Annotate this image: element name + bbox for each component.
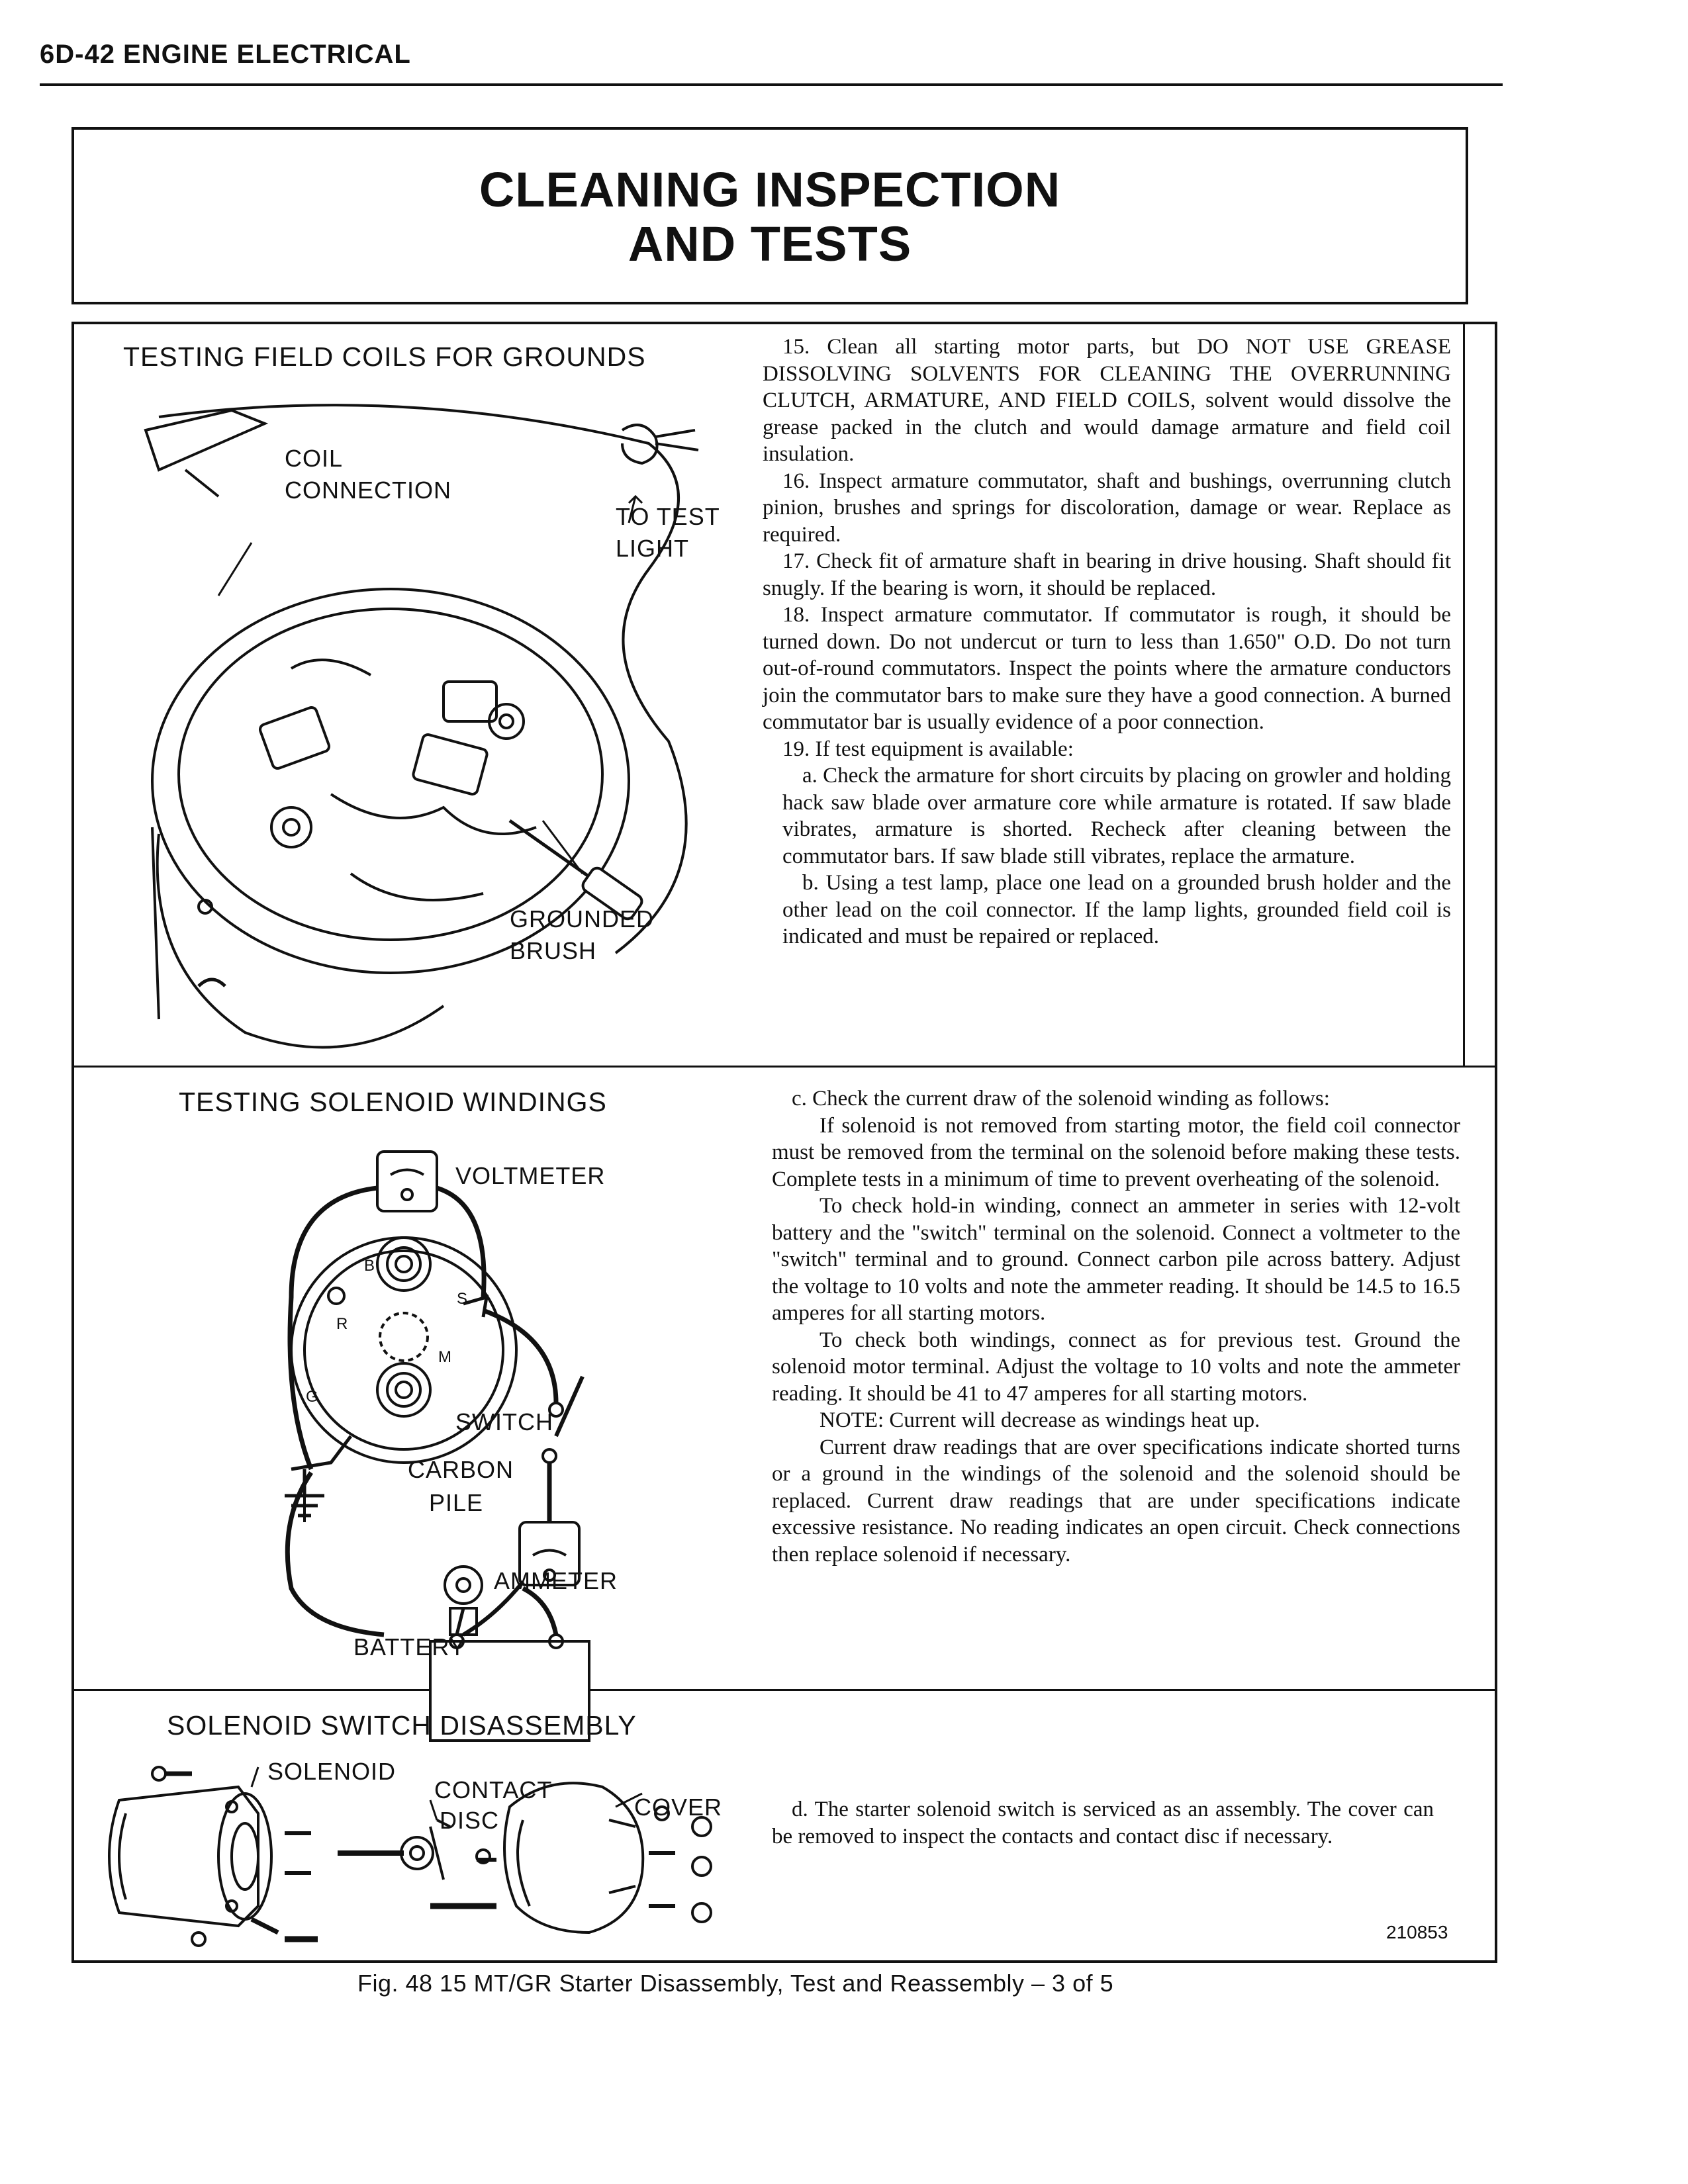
label-cover: COVER bbox=[634, 1794, 723, 1821]
disassembly-title: SOLENOID SWITCH DISASSEMBLY bbox=[167, 1710, 637, 1741]
figure-id: 210853 bbox=[1386, 1922, 1448, 1942]
solenoid-windings-title: TESTING SOLENOID WINDINGS bbox=[179, 1087, 607, 1117]
para-c4: NOTE: Current will decrease as windings heat up. bbox=[820, 1408, 1260, 1432]
terminal-b: B bbox=[364, 1257, 376, 1275]
para-16: 16. Inspect armature commutator, shaft and bushings, overrunning clutch pinion, brushes and springs for discoloration, damage or wear. Replace as required. bbox=[763, 469, 1451, 547]
para-d: d. The starter solenoid switch is serviced as an assembly. The cover can be removed to inspect the contacts and contact disc if necessary. bbox=[772, 1797, 1434, 1848]
label-disc: DISC bbox=[440, 1807, 500, 1834]
label-pile: PILE bbox=[429, 1489, 484, 1516]
para-c2: To check hold-in winding, connect an ammeter in series with 12-volt battery and the "switch" terminal on the solenoid. Connect a voltmeter to the "switch" terminal and to ground. Connect carbon pile across battery. Adjust the voltage to 10 volts and note the ammeter reading. It should be 14.5 to 16.5 amperes for all starting motors. bbox=[772, 1194, 1460, 1325]
page-title-line2: AND TESTS bbox=[628, 216, 912, 271]
label-solenoid: SOLENOID bbox=[267, 1758, 397, 1785]
label-coil: COIL bbox=[285, 445, 344, 472]
label-brush: BRUSH bbox=[510, 937, 597, 964]
label-connection: CONNECTION bbox=[285, 477, 451, 504]
terminal-m: M bbox=[438, 1348, 452, 1366]
label-battery: BATTERY bbox=[353, 1633, 466, 1661]
label-voltmeter: VOLTMETER bbox=[455, 1162, 606, 1189]
para-c5: Current draw readings that are over specifications indicate shorted turns or a ground in the windings of the solenoid and the solenoid should be replaced. Current draw readings that are under specifications indicate excessive resistance. No reading indicates an open circuit. Check connections then replace solenoid if necessary. bbox=[772, 1435, 1460, 1567]
para-19a: a. Check the armature for short circuits by placing on growler and holding hack saw blade over armature core while armature is rotated. If saw blade vibrates, armature is shorted. Recheck after cleaning between the commutator bars. If saw blade still vibrates, replace the armature. bbox=[782, 764, 1451, 868]
text-block-disassembly bbox=[772, 1796, 1434, 1850]
solenoid-disassembly-illustration bbox=[86, 1747, 748, 1952]
figure-caption: Fig. 48 15 MT/GR Starter Disassembly, Test and Reassembly – 3 of 5 bbox=[357, 1970, 1114, 1997]
label-switch: SWITCH bbox=[455, 1408, 553, 1435]
label-contact: CONTACT bbox=[434, 1776, 553, 1803]
para-19b: b. Using a test lamp, place one lead on a grounded brush holder and the other lead on the coil connector. If the lamp lights, grounded field coil is indicated and must be repaired or replaced. bbox=[782, 871, 1451, 948]
title-box bbox=[71, 127, 1468, 304]
text-block-solenoid-test bbox=[772, 1085, 1460, 1568]
para-c: c. Check the current draw of the solenoid winding as follows: bbox=[792, 1087, 1330, 1111]
header-rule bbox=[40, 83, 1503, 86]
para-c3: To check both windings, connect as for previous test. Ground the solenoid motor terminal. Adjust the voltage to 10 volts and note the ammeter reading. It should be 41 to 47 amperes for all starting motors. bbox=[772, 1328, 1460, 1406]
label-ammeter: AMMETER bbox=[494, 1567, 618, 1594]
terminal-g: G bbox=[306, 1388, 319, 1406]
text-block-cleaning bbox=[763, 334, 1451, 950]
section-header: 6D-42 ENGINE ELECTRICAL bbox=[40, 40, 411, 69]
field-coils-title: TESTING FIELD COILS FOR GROUNDS bbox=[123, 341, 646, 372]
label-to-test: TO TEST bbox=[616, 503, 720, 530]
terminal-r: R bbox=[336, 1315, 349, 1333]
terminal-s: S bbox=[457, 1290, 469, 1308]
divider-1 bbox=[71, 1066, 1497, 1068]
label-grounded: GROUNDED bbox=[510, 905, 655, 933]
para-15: 15. Clean all starting motor parts, but DO NOT USE GREASE DISSOLVING SOLVENTS FOR CLEANING THE OVERRUNNING CLUTCH, ARMATURE, AND FIELD COILS, solvent would dissolve the grease packed in the clutch and would damage armature and field coil insulation. bbox=[763, 335, 1451, 466]
para-19: 19. If test equipment is available: bbox=[782, 737, 1074, 761]
text-column-rule bbox=[1463, 322, 1465, 1066]
label-light: LIGHT bbox=[616, 535, 690, 562]
para-17: 17. Check fit of armature shaft in bearing in drive housing. Shaft should fit snugly. If the bearing is worn, it should be replaced. bbox=[763, 549, 1451, 600]
para-18: 18. Inspect armature commutator. If commutator is rough, it should be turned down. Do not undercut or turn to less than 1.650" O.D. Do not turn out-of-round commutators. Inspect the points where the armature conductors join the commutator bars to make sure they have a good connection. A burned commutator bar is usually evidence of a poor connection. bbox=[763, 603, 1451, 734]
para-c1: If solenoid is not removed from starting motor, the field coil connector must be removed from the terminal on the solenoid before making these tests. Complete tests in a minimum of time to prevent overheating of the solenoid. bbox=[772, 1113, 1460, 1191]
page-title-line1: CLEANING INSPECTION bbox=[479, 162, 1061, 217]
label-carbon: CARBON bbox=[408, 1456, 514, 1483]
